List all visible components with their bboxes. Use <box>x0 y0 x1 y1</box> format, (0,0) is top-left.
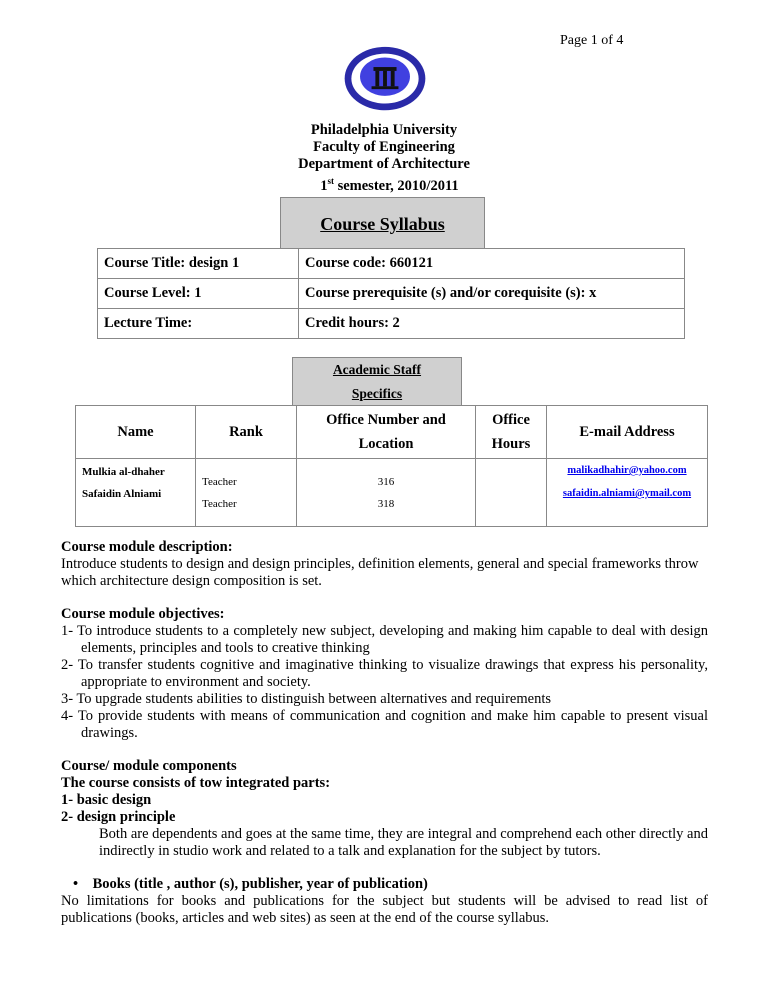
books-heading: Books (title , author (s), publisher, year of publication) <box>92 876 428 892</box>
page-number: Page 1 of 4 <box>560 33 624 48</box>
list-item: 2- design principle <box>61 809 176 825</box>
header-rank: Rank <box>196 406 297 459</box>
university-logo <box>341 44 429 117</box>
staff-title-line1: Academic Staff <box>332 362 422 377</box>
semester <box>0 173 768 195</box>
components-section <box>61 758 708 860</box>
list-item: 2- To transfer students cognitive and imaginative thinking to visualize drawings that express his personality, appropriate to environment and society. <box>61 657 708 690</box>
components-subheading: The course consists of tow integrated parts: <box>61 775 331 791</box>
list-item: 1- To introduce students to a completely new subject, developing and making him capable to deal with design elements, principles and tools to creative thinking <box>61 623 708 656</box>
emails-cell <box>547 459 708 527</box>
objectives-section <box>61 606 708 742</box>
offices-cell <box>297 459 476 527</box>
email-link[interactable]: safaidin.alniami@ymail.com <box>562 488 692 499</box>
course-info-table <box>97 248 685 339</box>
semester-sup: st <box>327 176 334 186</box>
semester-number: 1 <box>320 177 328 194</box>
staff-name: Safaidin Alniami <box>82 488 162 500</box>
names-cell <box>76 459 196 527</box>
components-heading: Course/ module components <box>61 758 237 774</box>
faculty-name: Faculty of Engineering <box>313 139 455 155</box>
description-section <box>61 539 708 590</box>
objectives-heading: Course module objectives: <box>61 606 225 622</box>
email-link[interactable]: malikadhahir@yahoo.com <box>567 465 687 476</box>
components-text: Both are dependents and goes at the same time, they are integral and comprehend each other directly and indirectly in studio work and related to a talk and explanation for the subject by tutors. <box>99 826 708 859</box>
table-row <box>98 279 685 309</box>
table-cell: Course code: 660121 <box>299 249 685 279</box>
table-cell: Course Level: 1 <box>98 279 299 309</box>
semester-text: semester, 2010/2011 <box>333 177 459 194</box>
ranks-cell <box>196 459 297 527</box>
table-cell: Lecture Time: <box>98 309 299 339</box>
table-row <box>76 459 708 527</box>
hours-cell <box>476 459 547 527</box>
header-block <box>0 122 768 195</box>
list-item: 3- To upgrade students abilities to distinguish between alternatives and requirements <box>61 691 551 707</box>
table-cell: Course Title: design 1 <box>98 249 299 279</box>
syllabus-title: Course Syllabus <box>280 197 485 249</box>
staff-rank: Teacher <box>202 475 237 488</box>
department-name: Department of Architecture <box>298 156 470 172</box>
table-cell: Credit hours: 2 <box>299 309 685 339</box>
header-name: Name <box>76 406 196 459</box>
staff-office: 316 <box>377 475 395 488</box>
books-section <box>61 876 708 927</box>
staff-office: 318 <box>377 497 395 510</box>
description-heading: Course module description: <box>61 539 233 555</box>
staff-rank: Teacher <box>202 497 237 510</box>
staff-title-line2: Specifics <box>351 386 403 401</box>
table-header-row <box>76 406 708 459</box>
bullet-icon: • <box>73 876 93 892</box>
staff-table <box>75 405 708 527</box>
header-office: Office Number and Location <box>297 406 476 459</box>
staff-name: Mulkia al-dhaher <box>82 466 165 478</box>
books-text: No limitations for books and publications for the subject but students will be advised to read list of publications (books, articles and web sites) as seen at the end of the course syllabus. <box>61 893 708 926</box>
books-heading-row <box>61 876 708 893</box>
header-hours: Office Hours <box>476 406 547 459</box>
document-body <box>61 539 708 927</box>
list-item: 4- To provide students with means of communication and cognition and make him capable to present visual drawings. <box>61 708 708 741</box>
description-text: Introduce students to design and design principles, definition elements, general and special frameworks throw which architecture design composition is set. <box>61 556 699 589</box>
list-item: 1- basic design <box>61 792 152 808</box>
table-cell: Course prerequisite (s) and/or corequisite (s): x <box>299 279 685 309</box>
table-row <box>98 249 685 279</box>
header-email: E-mail Address <box>547 406 708 459</box>
table-row <box>98 309 685 339</box>
staff-title <box>292 357 462 406</box>
university-name: Philadelphia University <box>310 122 458 138</box>
